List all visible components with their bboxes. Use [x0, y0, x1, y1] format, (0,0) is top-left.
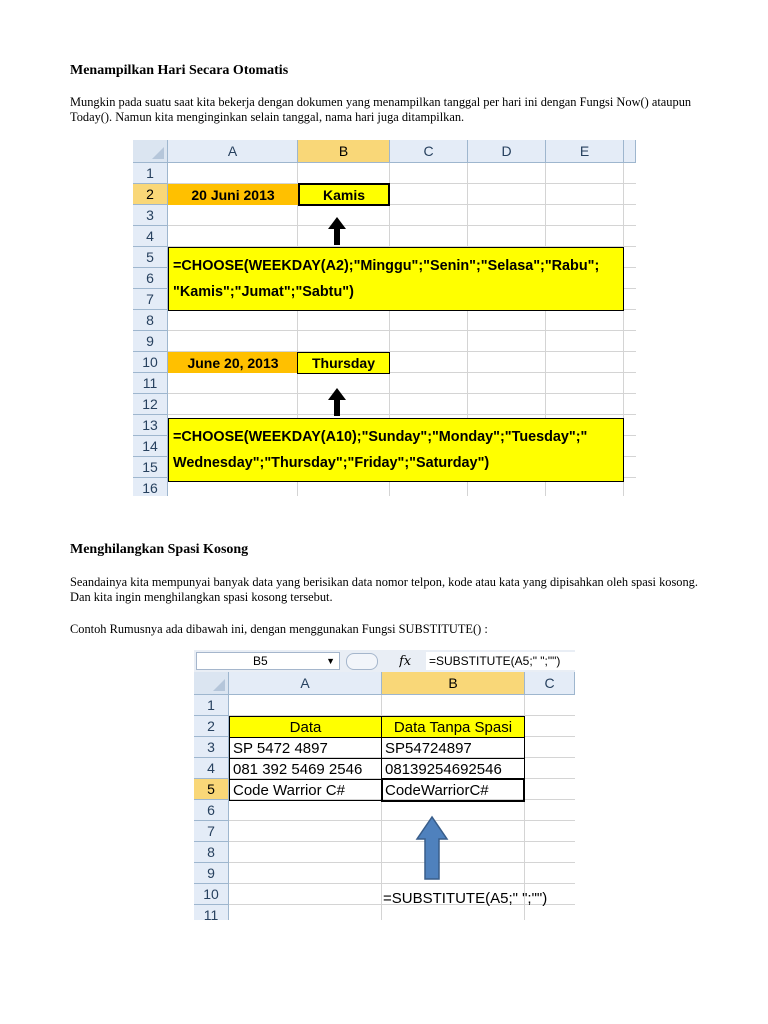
- row-header[interactable]: 5: [194, 779, 229, 800]
- row-header[interactable]: 5: [133, 247, 168, 268]
- formula-box-indonesian[interactable]: =CHOOSE(WEEKDAY(A2);"Minggu";"Senin";"Selasa";"Rabu"; "Kamis";"Jumat";"Sabtu"): [168, 247, 624, 311]
- table-cell[interactable]: Code Warrior C#: [229, 779, 382, 801]
- gridline: [229, 820, 575, 821]
- row-header[interactable]: 6: [194, 800, 229, 821]
- gridline: [229, 883, 575, 884]
- row-header[interactable]: 12: [133, 394, 168, 415]
- column-header-c[interactable]: C: [525, 672, 575, 695]
- section-paragraph-remove-spaces: Seandainya kita mempunyai banyak data yang berisikan data nomor telpon, kode atau kata yang dipisahkan oleh spasi kosong. Dan kita ingin menghilangkan spasi kosong tersebut.: [70, 575, 698, 604]
- row-header[interactable]: 8: [133, 310, 168, 331]
- column-header-c[interactable]: C: [390, 140, 468, 163]
- cell-b10-day[interactable]: Thursday: [297, 352, 390, 374]
- row-header[interactable]: 4: [194, 758, 229, 779]
- row-header[interactable]: 9: [194, 863, 229, 884]
- cell-a10-date[interactable]: June 20, 2013: [168, 352, 298, 373]
- formula-bar-handle[interactable]: [346, 653, 378, 670]
- row-header[interactable]: 10: [194, 884, 229, 905]
- gridline: [168, 330, 636, 331]
- section-paragraph-day-name: Mungkin pada suatu saat kita bekerja dengan dokumen yang menampilkan tanggal per hari ini dengan Fungsi Now() ataupun Today(). Namun kita menginginkan selain tanggal, nama hari juga ditampilkan.: [70, 95, 692, 124]
- row-header[interactable]: 13: [133, 415, 168, 436]
- column-header-d[interactable]: D: [468, 140, 546, 163]
- row-header[interactable]: 14: [133, 436, 168, 457]
- arrow-up-icon: [415, 815, 449, 881]
- table-cell[interactable]: 08139254692546: [381, 758, 525, 780]
- name-box[interactable]: [196, 652, 340, 670]
- table-cell[interactable]: 081 392 5469 2546: [229, 758, 382, 780]
- table-cell[interactable]: SP 5472 4897: [229, 737, 382, 759]
- row-header[interactable]: 10: [133, 352, 168, 373]
- gridline: [168, 225, 636, 226]
- row-header[interactable]: 4: [133, 226, 168, 247]
- row-header[interactable]: 9: [133, 331, 168, 352]
- row-header[interactable]: 3: [133, 205, 168, 226]
- gridline: [229, 862, 575, 863]
- formula-note[interactable]: =SUBSTITUTE(A5;" ";""): [383, 889, 548, 907]
- arrow-up-icon: [326, 387, 348, 417]
- row-header[interactable]: 6: [133, 268, 168, 289]
- row-header[interactable]: 3: [194, 737, 229, 758]
- row-header[interactable]: 1: [133, 163, 168, 184]
- gridline: [168, 393, 636, 394]
- column-header-f[interactable]: [624, 140, 636, 163]
- chevron-down-icon[interactable]: ▼: [326, 656, 335, 666]
- column-header-a[interactable]: A: [168, 140, 298, 163]
- select-all-corner[interactable]: [133, 140, 168, 163]
- name-box-value: B5: [253, 654, 268, 668]
- gridline: [168, 414, 636, 415]
- table-cell[interactable]: SP54724897: [381, 737, 525, 759]
- select-all-corner[interactable]: [194, 672, 229, 695]
- section-heading-day-name: Menampilkan Hari Secara Otomatis: [70, 63, 289, 78]
- gridline: [229, 841, 575, 842]
- column-header-b[interactable]: B: [298, 140, 390, 163]
- column-header-b[interactable]: B: [382, 672, 525, 695]
- cell-b2-day[interactable]: Kamis: [298, 183, 390, 206]
- cell-a2-date[interactable]: 20 Juni 2013: [168, 184, 298, 205]
- section-heading-remove-spaces: Menghilangkan Spasi Kosong: [70, 542, 249, 557]
- row-header[interactable]: 1: [194, 695, 229, 716]
- row-header[interactable]: 2: [194, 716, 229, 737]
- row-header[interactable]: 11: [194, 905, 229, 920]
- row-header[interactable]: 8: [194, 842, 229, 863]
- table-header-data[interactable]: Data: [229, 716, 382, 738]
- table-cell-selected[interactable]: CodeWarriorC#: [381, 778, 525, 802]
- column-header-a[interactable]: A: [229, 672, 382, 695]
- spreadsheet-substitute-example: [194, 650, 575, 920]
- row-header[interactable]: 11: [133, 373, 168, 394]
- row-header[interactable]: 16: [133, 478, 168, 496]
- row-header[interactable]: 15: [133, 457, 168, 478]
- formula-box-english[interactable]: =CHOOSE(WEEKDAY(A10);"Sunday";"Monday";"Tuesday";" Wednesday";"Thursday";"Friday";"Saturday"): [168, 418, 624, 482]
- arrow-up-icon: [326, 216, 348, 246]
- column-header-e[interactable]: E: [546, 140, 624, 163]
- row-header[interactable]: 2: [133, 184, 168, 205]
- row-header[interactable]: 7: [194, 821, 229, 842]
- table-header-data-tanpa-spasi[interactable]: Data Tanpa Spasi: [381, 716, 525, 738]
- formula-bar-input[interactable]: =SUBSTITUTE(A5;" ";""): [426, 652, 575, 670]
- spreadsheet-weekday-example: [133, 140, 636, 496]
- section-paragraph-example: Contoh Rumusnya ada dibawah ini, dengan menggunakan Fungsi SUBSTITUTE() :: [70, 622, 488, 636]
- row-header[interactable]: 7: [133, 289, 168, 310]
- fx-icon[interactable]: fx: [399, 653, 412, 669]
